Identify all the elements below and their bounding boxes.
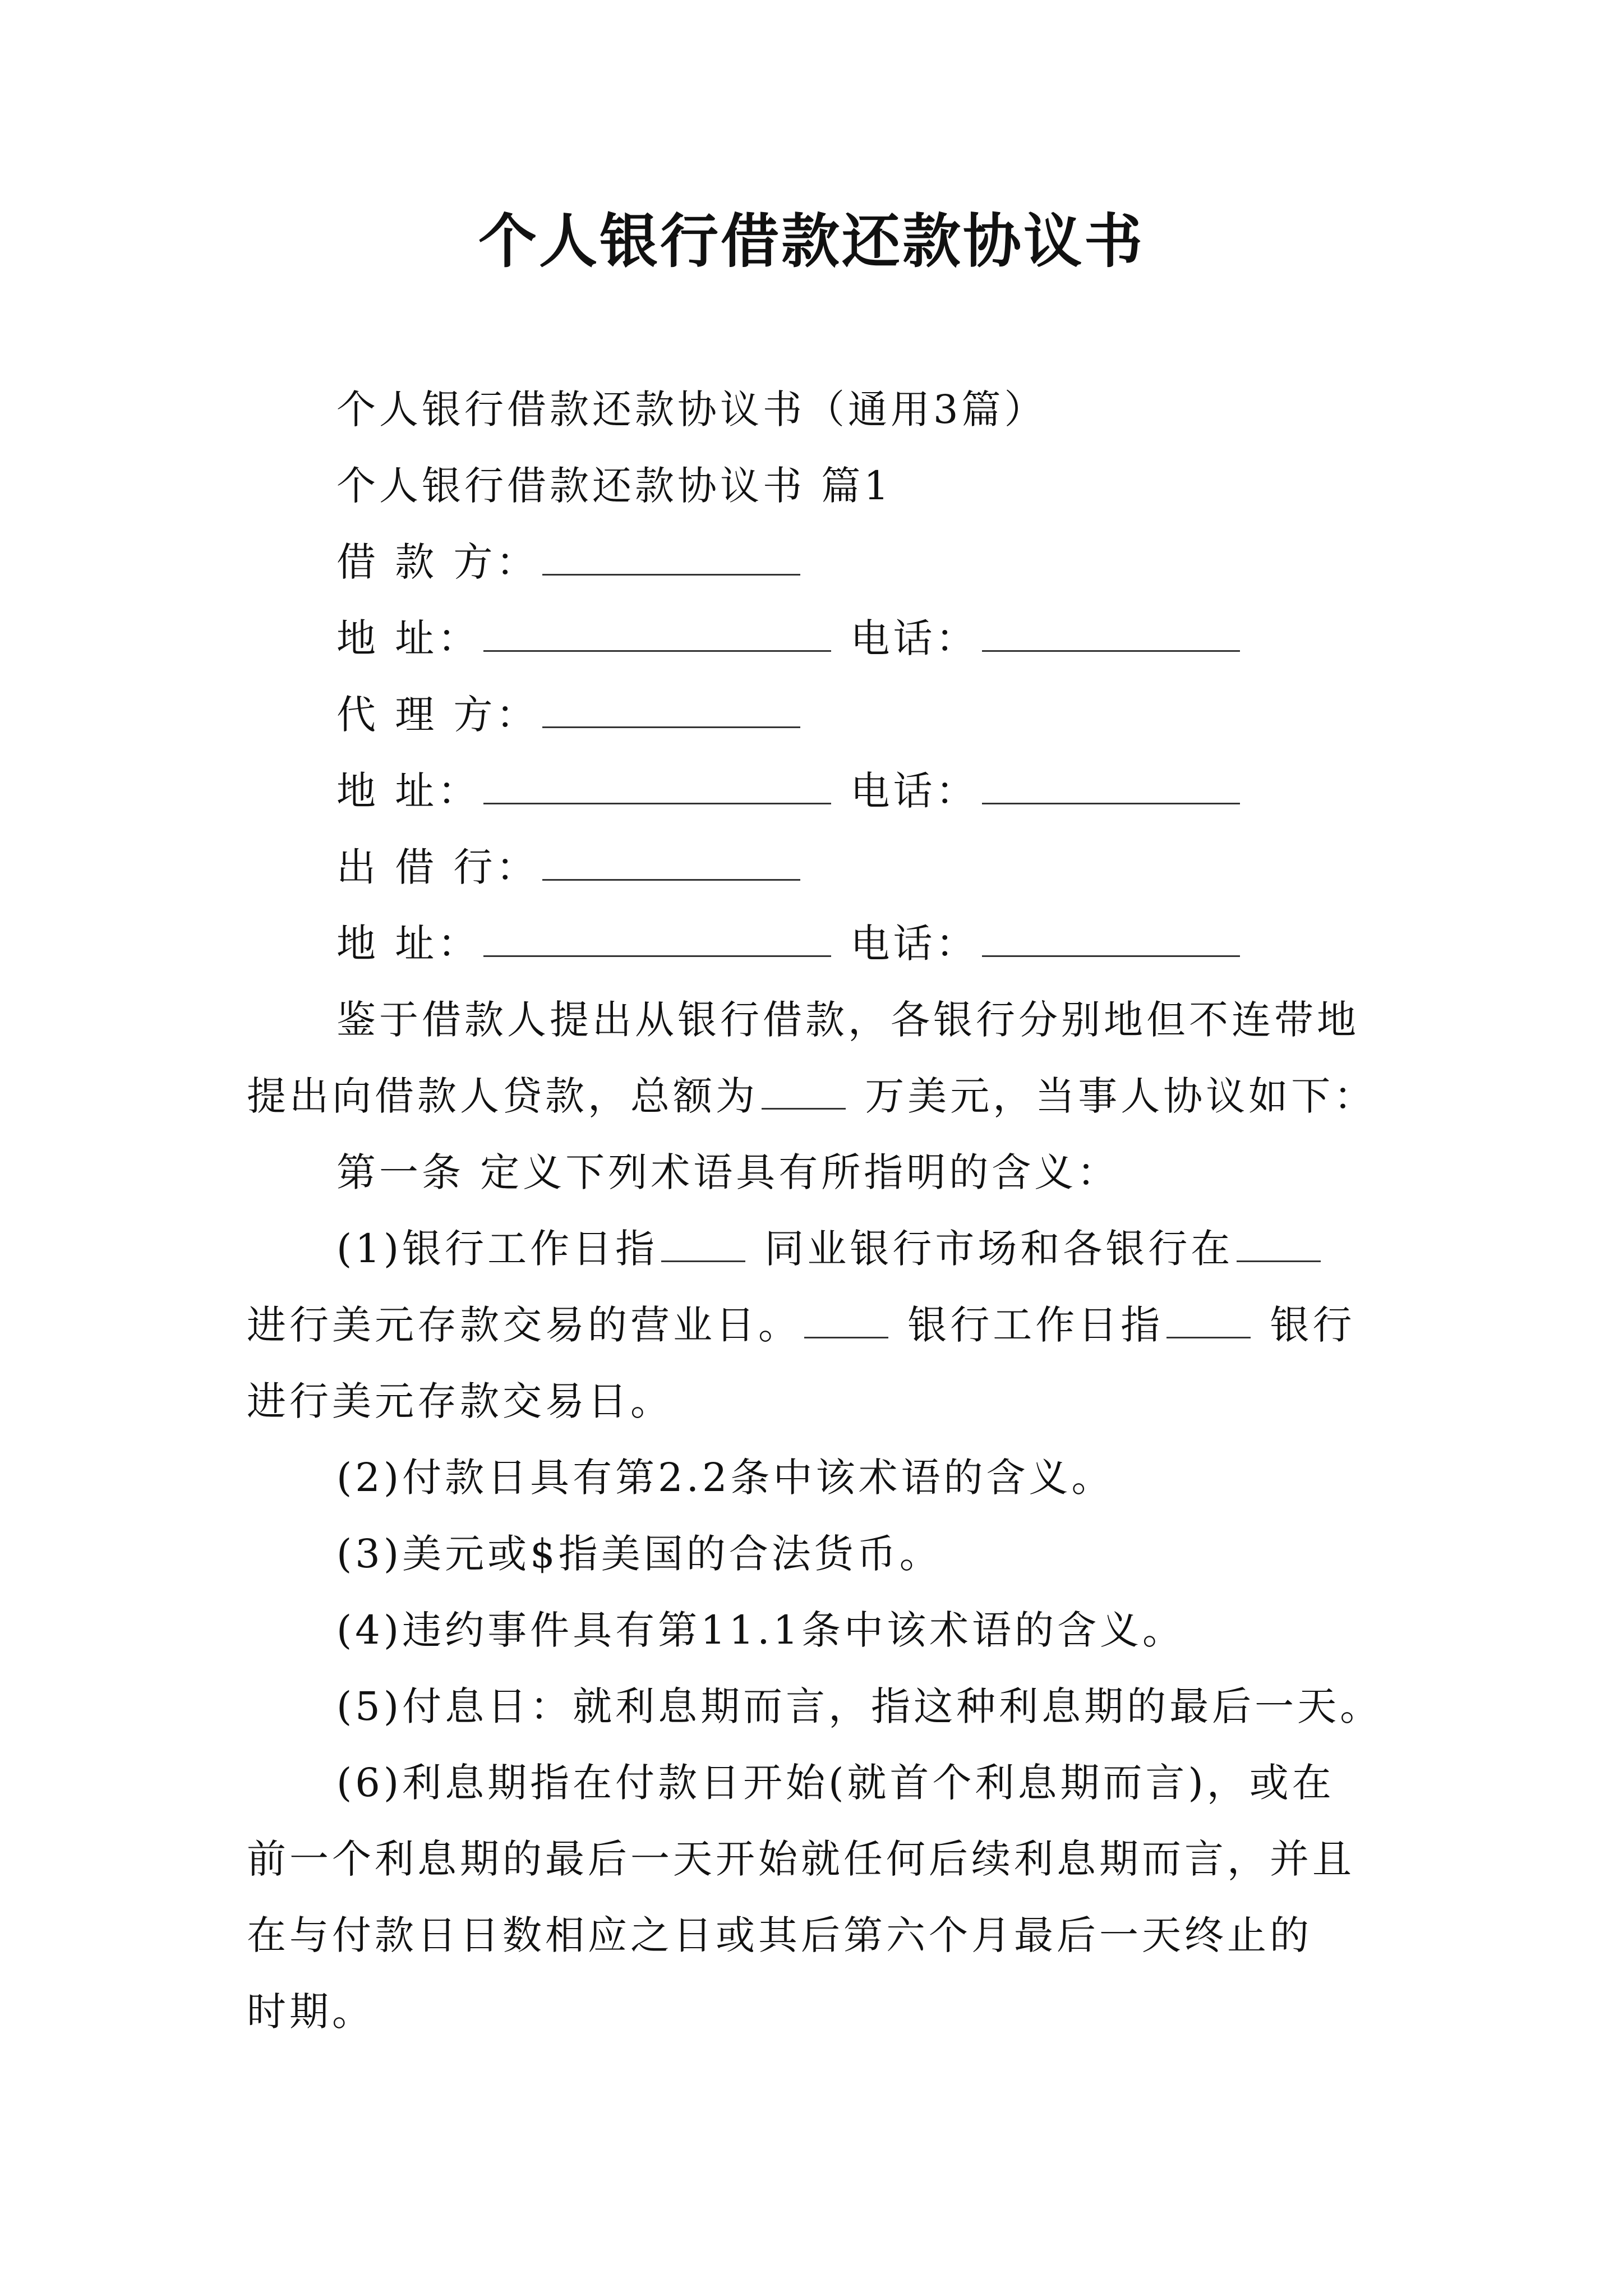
lender-address-row <box>336 915 1243 972</box>
lender-label: 出 借 行： <box>336 844 539 890</box>
address-blank <box>483 611 831 652</box>
definition-6-line-3: 在与付款日日数相应之日或其后第六个月最后一天终止的 <box>247 1912 1312 1958</box>
definition-2: (2)付款日具有第2.2条中该术语的含义。 <box>336 1455 1114 1501</box>
def1-blank-3 <box>804 1297 888 1338</box>
address-label: 地 址： <box>336 615 481 661</box>
def1-text-d: 银行工作日指 <box>907 1302 1164 1348</box>
def1-blank-4 <box>1166 1297 1251 1338</box>
def1-text-c: 进行美元存款交易的营业日。 <box>247 1302 801 1348</box>
definition-3: (3)美元或$指美国的合法货币。 <box>336 1531 942 1577</box>
intro-line-2 <box>247 1068 1376 1124</box>
address-label: 地 址： <box>336 921 481 967</box>
address-blank <box>483 916 831 957</box>
document-title: 个人银行借款还款协议书 <box>478 206 1145 275</box>
borrower-blank <box>542 535 800 576</box>
section-heading: 个人银行借款还款协议书 篇1 <box>336 463 892 509</box>
definition-6-line-4: 时期。 <box>247 1989 375 2035</box>
def1-text-e: 银行 <box>1270 1302 1355 1348</box>
agent-address-row <box>336 763 1243 819</box>
definition-5: (5)付息日：就利息期而言，指这种利息期的最后一天。 <box>336 1683 1383 1729</box>
definition-6-line-1: (6)利息期指在付款日开始(就首个利息期而言)，或在 <box>336 1760 1335 1806</box>
borrower-address-row <box>336 610 1243 666</box>
phone-label: 电话： <box>850 921 979 967</box>
def1-blank-2 <box>1237 1221 1321 1262</box>
lender-blank <box>542 840 800 881</box>
definition-1-line-1 <box>336 1221 1324 1277</box>
borrower-row <box>336 534 804 590</box>
phone-blank <box>982 916 1240 957</box>
address-label: 地 址： <box>336 768 481 814</box>
intro-text-a: 提出向借款人贷款，总额为 <box>247 1073 758 1119</box>
definition-6-line-2: 前一个利息期的最后一天开始就任何后续利息期而言，并且 <box>247 1836 1355 1882</box>
amount-blank <box>762 1069 846 1110</box>
def1-blank-1 <box>661 1221 745 1262</box>
intro-text-b: 万美元，当事人协议如下： <box>865 1073 1377 1119</box>
address-blank <box>483 763 831 804</box>
definition-1-line-2 <box>247 1297 1355 1353</box>
lender-row <box>336 839 804 895</box>
phone-label: 电话： <box>850 768 979 814</box>
agent-blank <box>542 687 800 728</box>
borrower-label: 借 款 方： <box>336 539 539 585</box>
agent-label: 代 理 方： <box>336 692 539 738</box>
intro-line-1: 鉴于借款人提出从银行借款，各银行分别地但不连带地 <box>336 997 1359 1043</box>
def1-text-b: 同业银行市场和各银行在 <box>764 1226 1234 1272</box>
def1-text-a: (1)银行工作日指 <box>336 1226 658 1272</box>
agent-row <box>336 687 804 743</box>
phone-label: 电话： <box>850 615 979 661</box>
phone-blank <box>982 611 1240 652</box>
document-subtitle: 个人银行借款还款协议书（通用3篇） <box>336 386 1047 432</box>
article-1-heading: 第一条 定义下列术语具有所指明的含义： <box>336 1149 1120 1195</box>
definition-4: (4)违约事件具有第11.1条中该术语的含义。 <box>336 1607 1186 1653</box>
definition-1-line-3: 进行美元存款交易日。 <box>247 1378 673 1424</box>
phone-blank <box>982 763 1240 804</box>
